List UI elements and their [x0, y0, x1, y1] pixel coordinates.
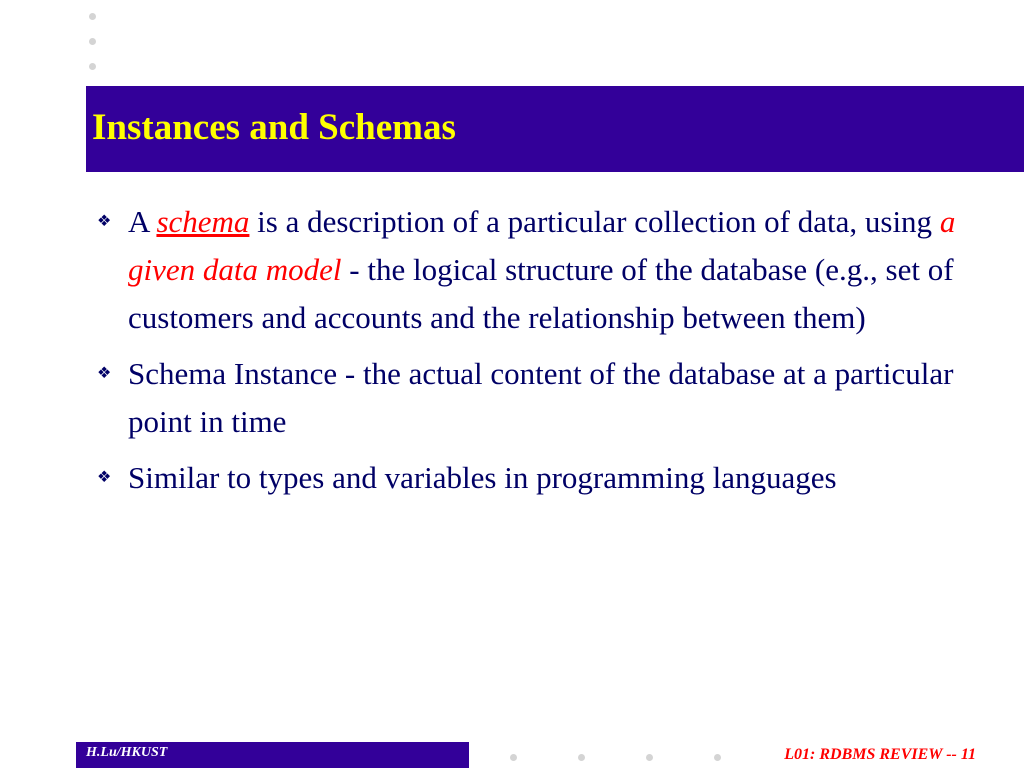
- decorative-dot: [578, 754, 585, 761]
- decorative-dot: [510, 754, 517, 761]
- footer-slide-label: L01: RDBMS REVIEW -- 11: [784, 746, 976, 763]
- bullet-text: is a description of a particular collection of data, using: [249, 204, 940, 239]
- diamond-bullet-icon: ❖: [97, 213, 112, 230]
- bullet-item: [88, 198, 1003, 342]
- decorative-dot: [89, 13, 96, 20]
- diamond-bullet-icon: ❖: [97, 365, 112, 382]
- bullet-item: [88, 454, 1003, 502]
- decorative-dot: [646, 754, 653, 761]
- bullet-text: A: [128, 204, 157, 239]
- footer-author-bar: [76, 742, 469, 768]
- decorative-dot: [89, 38, 96, 45]
- data-model-term: a given data model: [128, 204, 956, 287]
- decorative-dot: [89, 63, 96, 70]
- bullet-text: Similar to types and variables in programming languages: [128, 460, 837, 495]
- decorative-dot: [714, 754, 721, 761]
- bullet-list: [88, 198, 1003, 510]
- slide-title: Instances and Schemas: [92, 107, 456, 148]
- diamond-bullet-icon: ❖: [97, 469, 112, 486]
- footer-author: H.Lu/HKUST: [86, 745, 168, 760]
- bullet-text: Schema Instance - the actual content of the database at a particular point in time: [128, 356, 954, 439]
- bullet-text: - the logical structure of the database (e.g., set of customers and accounts and the relationship between them): [128, 252, 954, 335]
- title-bar: [86, 86, 1024, 172]
- schema-term: schema: [156, 204, 250, 239]
- bullet-item: [88, 350, 1003, 446]
